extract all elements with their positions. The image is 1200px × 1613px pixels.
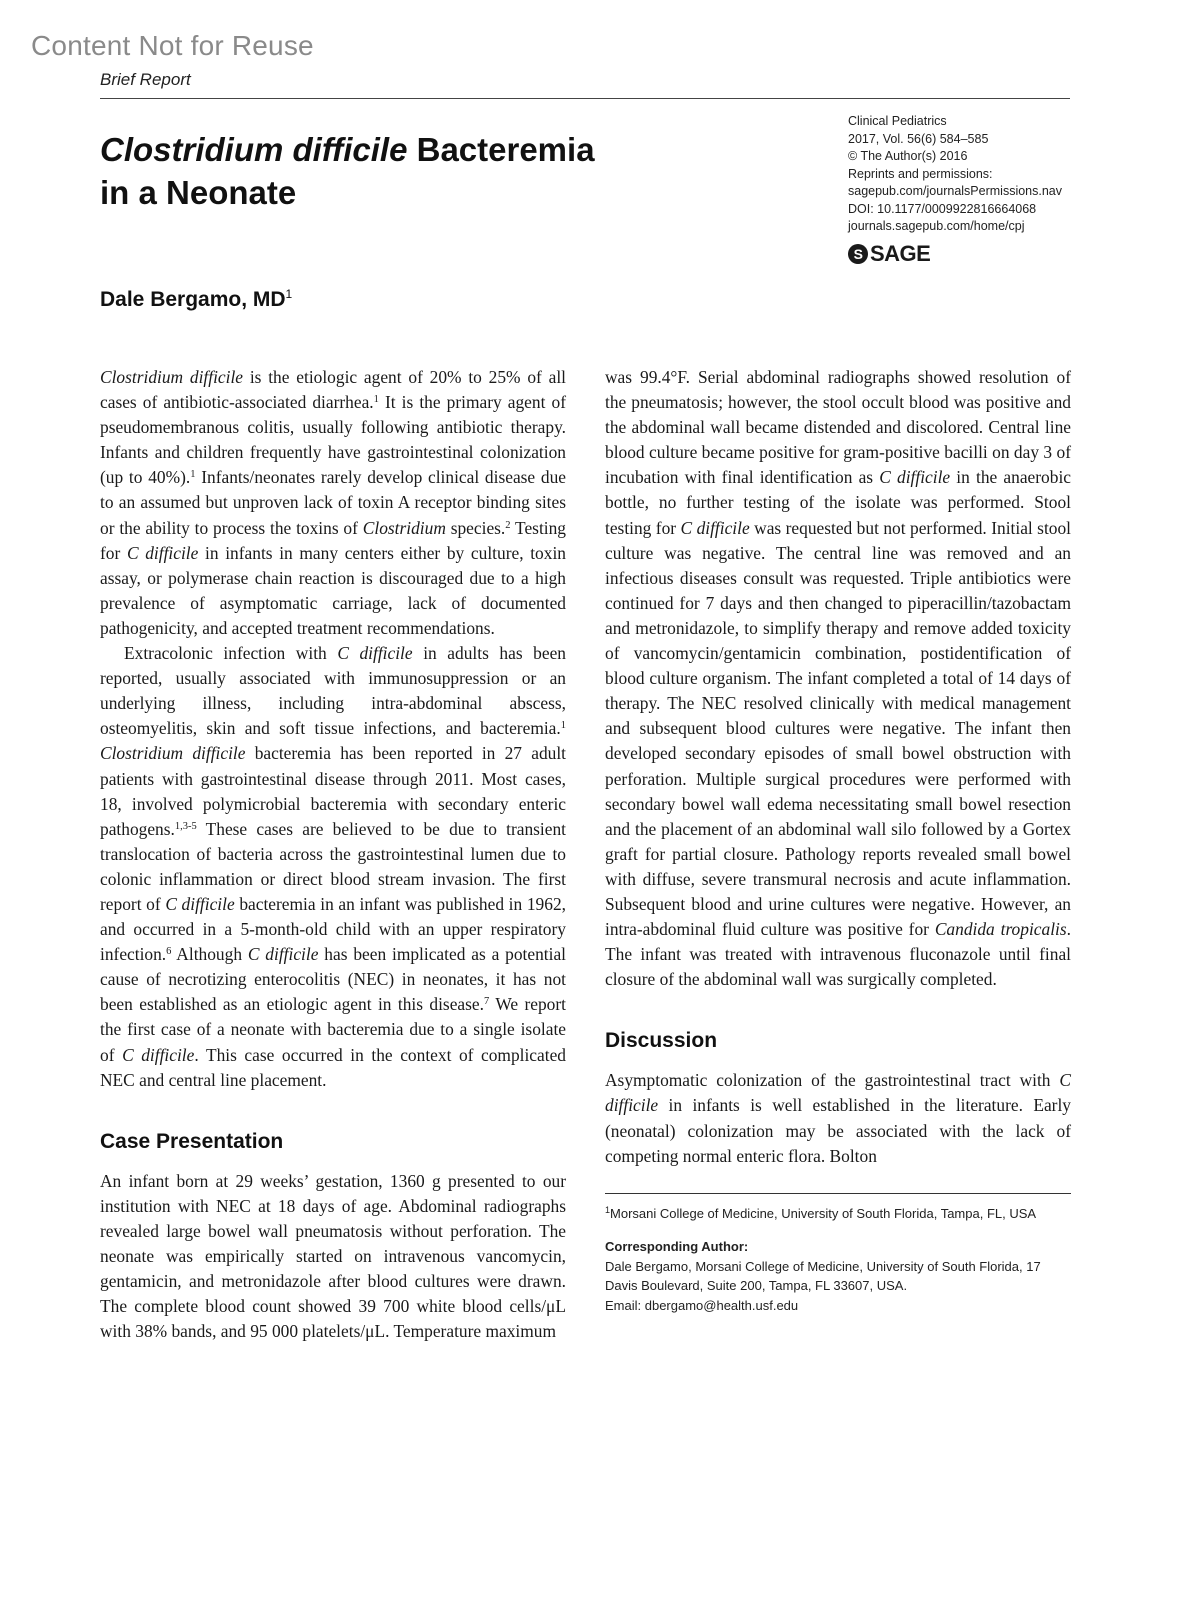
text-run: was 99.4°F. Serial abdominal radiographs showed resolution of the pneumatosis; however, the stool occult blood was positive and the abdominal wall became distended and discolored. Central line blood culture became positive for gram-positive bacilli on day 3 of incubation with final identification as bbox=[605, 367, 1071, 488]
corresponding-author-address: Dale Bergamo, Morsani College of Medicine, University of South Florida, 17 Davis Boulevard, Suite 200, Tampa, FL 33607, USA. bbox=[605, 1258, 1041, 1294]
species-name: C difficile bbox=[122, 1044, 195, 1065]
author-affiliation-mark: 1 bbox=[285, 287, 293, 301]
species-name: C difficile bbox=[605, 1070, 1071, 1116]
citation: 7 bbox=[483, 996, 490, 1008]
species-name: C difficile bbox=[680, 517, 750, 538]
affiliation-text: Morsani College of Medicine, University of South Florida, Tampa, FL, USA bbox=[610, 1205, 1037, 1221]
left-column bbox=[100, 365, 566, 1344]
affiliation-footnote bbox=[605, 1204, 1071, 1224]
citation: 2 bbox=[505, 519, 511, 531]
text-run: Although bbox=[171, 944, 248, 965]
species-name: Clostridium difficile bbox=[100, 743, 246, 764]
case-paragraph-2 bbox=[605, 365, 1071, 992]
corresponding-author-footnote bbox=[605, 1237, 1071, 1315]
citation: 6 bbox=[166, 946, 172, 958]
publisher-logo bbox=[848, 241, 930, 267]
title-species: Clostridium difficile bbox=[100, 131, 408, 168]
journal-link[interactable]: journals.sagepub.com/home/cpj bbox=[848, 219, 1025, 233]
text-run: These cases are believed to be due to transient translocation of bacteria across the gastrointestinal lumen due to colonic inflammation or direct blood stream invasion. The first report of bbox=[100, 818, 566, 914]
header-rule bbox=[100, 98, 1070, 99]
text-run: species. bbox=[445, 517, 506, 538]
copyright: © The Author(s) 2016 bbox=[848, 149, 968, 163]
genus-name: Clostridium bbox=[362, 517, 446, 538]
text-run: was requested but not performed. Initial stool culture was negative. The central line was removed and an infectious diseases consult was requested. Triple antibiotics were continued for 7 days and then changed to piperacillin/tazobactam and metronidazole, to simplify therapy and remove added toxicity of vancomycin/gentamicin combination, postidentification of blood culture organism. The infant completed a total of 14 days of therapy. The NEC resolved clinically with medical management and subsequent blood cultures were negative. The infant then developed secondary episodes of small bowel obstruction with perforation. Multiple surgical procedures were performed with secondary bowel wall edema necessitating small bowel resection and the placement of an abdominal wall silo followed by a Gortex graft for partial closure. Pathology reports revealed small bowel with diffuse, severe transmural necrosis and acute inflammation. Subsequent blood and urine cultures were negative. However, an intra-abdominal fluid culture was positive for bbox=[605, 517, 1071, 940]
text-run: Extracolonic infection with bbox=[124, 643, 338, 664]
text-run: Asymptomatic colonization of the gastrointestinal tract with bbox=[605, 1070, 1060, 1091]
right-column bbox=[605, 365, 1071, 1315]
text-run: in infants in many centers either by culture, toxin assay, or polymerase chain reaction is discouraged due to a high prevalence of asymptomatic carriage, lack of documented pathogenicity, and accepted treatment recommendations. bbox=[100, 542, 566, 638]
species-name: C difficile bbox=[247, 944, 319, 965]
text-run: in the anaerobic bottle, no further testing of the isolate was performed. Stool testing for bbox=[605, 467, 1071, 538]
species-name: C difficile bbox=[337, 643, 413, 664]
citation: 1 bbox=[190, 469, 196, 481]
text-run: Testing for bbox=[100, 517, 566, 563]
author-name: Dale Bergamo, MD bbox=[100, 288, 286, 311]
text-run: in adults has been reported, usually associated with immunosuppression or an underlying illness, including intra-abdominal abscess, osteomyelitis, skin and soft tissue infections, and bacteremia. bbox=[100, 643, 567, 739]
species-name: C difficile bbox=[165, 893, 235, 914]
title-rest: Bacteremia bbox=[407, 131, 595, 168]
species-name: C difficile bbox=[126, 542, 199, 563]
text-run: has been implicated as a potential cause of necrotizing enterocolitis (NEC) in neonates, it has not been established as an etiologic agent in this disease. bbox=[100, 944, 566, 1015]
discussion-heading: Discussion bbox=[605, 1029, 718, 1053]
text-run: in infants is well established in the literature. Early (neonatal) colonization may be associated with the lack of competing normal enteric flora. Bolton bbox=[605, 1095, 1071, 1166]
reprints-label: Reprints and permissions: bbox=[848, 166, 993, 181]
journal-volume: 2017, Vol. 56(6) 584–585 bbox=[848, 131, 989, 146]
text-run: bacteremia has been reported in 27 adult patients with gastrointestinal disease through 2011. Most cases, 18, involved polymicrobial bacteremia with secondary enteric pathogens. bbox=[100, 743, 567, 839]
journal-meta bbox=[848, 113, 1078, 236]
text-run: . This case occurred in the context of complicated NEC and central line placement. bbox=[100, 1044, 566, 1090]
species-name: Candida tropicalis bbox=[934, 919, 1067, 940]
doi[interactable]: DOI: 10.1177/0009922816664068 bbox=[848, 201, 1037, 216]
discussion-paragraph-1 bbox=[605, 1068, 1071, 1168]
text-run: Infants/neonates rarely develop clinical disease due to an assumed but unproven lack of toxin A receptor binding sites or the ability to process the toxins of bbox=[100, 467, 567, 538]
citation: 1 bbox=[560, 720, 566, 732]
intro-paragraph-2 bbox=[100, 641, 566, 1093]
species-name: C difficile bbox=[879, 467, 951, 488]
text-run: We report the first case of a neonate with bacteremia due to a single isolate of bbox=[100, 994, 566, 1065]
watermark: Content Not for Reuse bbox=[31, 30, 314, 61]
author-line bbox=[100, 287, 292, 312]
affiliation-mark: 1 bbox=[605, 1204, 611, 1215]
text-run: bacteremia in an infant was published in 1962, and occurred in a 5-month-old child with an upper respiratory infection. bbox=[100, 893, 566, 965]
text-run: It is the primary agent of pseudomembranous colitis, usually following antibiotic therapy. Infants and children frequently have gastrointestinal colonization (up to 40%). bbox=[100, 392, 566, 488]
title-line2: in a Neonate bbox=[100, 174, 297, 211]
article-title bbox=[100, 128, 720, 214]
citation: 1,3-5 bbox=[174, 820, 197, 832]
intro-paragraph-1 bbox=[100, 365, 566, 641]
journal-name: Clinical Pediatrics bbox=[848, 114, 947, 128]
publisher-name: SAGE bbox=[870, 241, 931, 266]
text-run: is the etiologic agent of 20% to 25% of all cases of antibiotic-associated diarrhea. bbox=[100, 367, 567, 413]
text-run: . The infant was treated with intravenous fluconazole until final closure of the abdominal wall was surgically completed. bbox=[605, 919, 1071, 990]
case-paragraph-1: An infant born at 29 weeks’ gestation, 1360 g presented to our institution with NEC at 18 days of age. Abdominal radiographs revealed large bowel wall pneumatosis without perforation. The neonate was empirically started on intravenous vancomycin, gentamicin, and metronidazole after blood cultures were drawn. The complete blood count showed 39 700 white blood cells/μL with 38% bands, and 95 000 platelets/μL. Temperature maximum bbox=[100, 1170, 566, 1342]
species-name: Clostridium difficile bbox=[100, 367, 244, 387]
corresponding-author-email[interactable]: Email: dbergamo@health.usf.edu bbox=[605, 1297, 799, 1313]
sage-mark-icon: S bbox=[848, 244, 868, 264]
corresponding-author-label: Corresponding Author: bbox=[605, 1239, 749, 1255]
section-label: Brief Report bbox=[100, 70, 191, 89]
footnote-rule bbox=[605, 1193, 1071, 1194]
citation: 1 bbox=[373, 394, 379, 406]
permissions-link[interactable]: sagepub.com/journalsPermissions.nav bbox=[848, 184, 1062, 198]
case-presentation-heading: Case Presentation bbox=[100, 1129, 284, 1153]
